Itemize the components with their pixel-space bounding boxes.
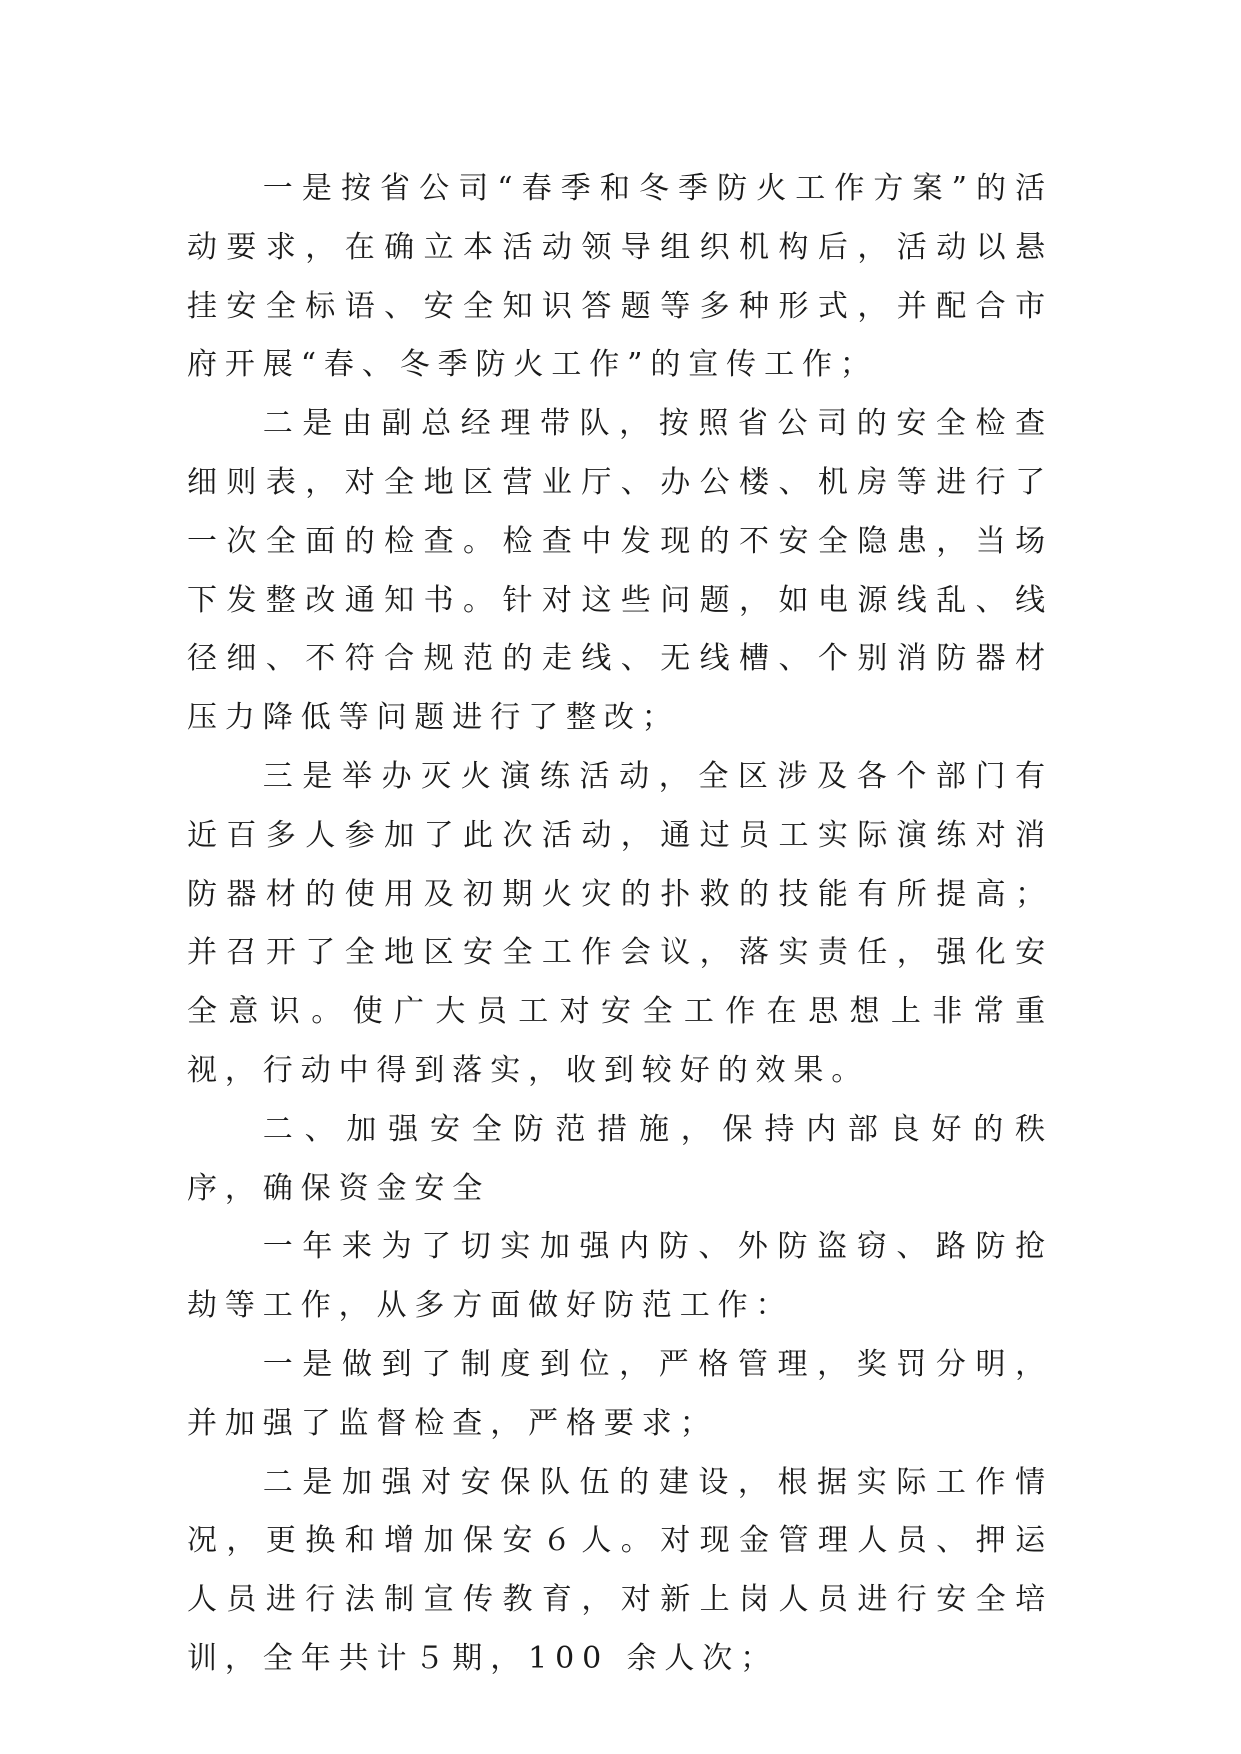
paragraph-safety-inspection: 二是由副总经理带队，按照省公司的安全检查细则表，对全地区营业厅、办公楼、机房等进行了一次全面的检查。检查中发现的不安全隐患，当场下发整改通知书。针对这些问题，如电源线乱、线径细、不符合规范的走线、无线槽、个别消防器材压力降低等问题进行了整改； — [187, 406, 1053, 736]
paragraph-management-system: 一是做到了制度到位，严格管理，奖罚分明，并加强了监督检查，严格要求； — [187, 1346, 1053, 1441]
paragraph-fire-drill: 三是举办灭火演练活动，全区涉及各个部门有近百多人参加了此次活动，通过员工实际演练对消防器材的使用及初期火灾的扑救的技能有所提高；并召开了全地区安全工作会议，落实责任，强化安全意识。使广大员工对安全工作在思想上非常重视，行动中得到落实，收到较好的效果。 — [187, 758, 1053, 1088]
paragraph-prevention-overview: 一年来为了切实加强内防、外防盗窃、路防抢劫等工作，从多方面做好防范工作： — [187, 1229, 1053, 1324]
paragraph-security-team: 二是加强对安保队伍的建设，根据实际工作情况，更换和增加保安６人。对现金管理人员、押运人员进行法制宣传教育，对新上岗人员进行安全培训，全年共计５期，100 余人次； — [187, 1464, 1053, 1676]
paragraph-fire-campaign: 一是按省公司“春季和冬季防火工作方案”的活动要求，在确立本活动领导组织机构后，活动以悬挂安全标语、安全知识答题等多种形式，并配合市府开展“春、冬季防火工作”的宣传工作； — [187, 171, 1053, 383]
section-heading-security-measures: 二、加强安全防范措施，保持内部良好的秩序，确保资金安全 — [187, 1111, 1053, 1206]
document-body — [187, 160, 1053, 1689]
